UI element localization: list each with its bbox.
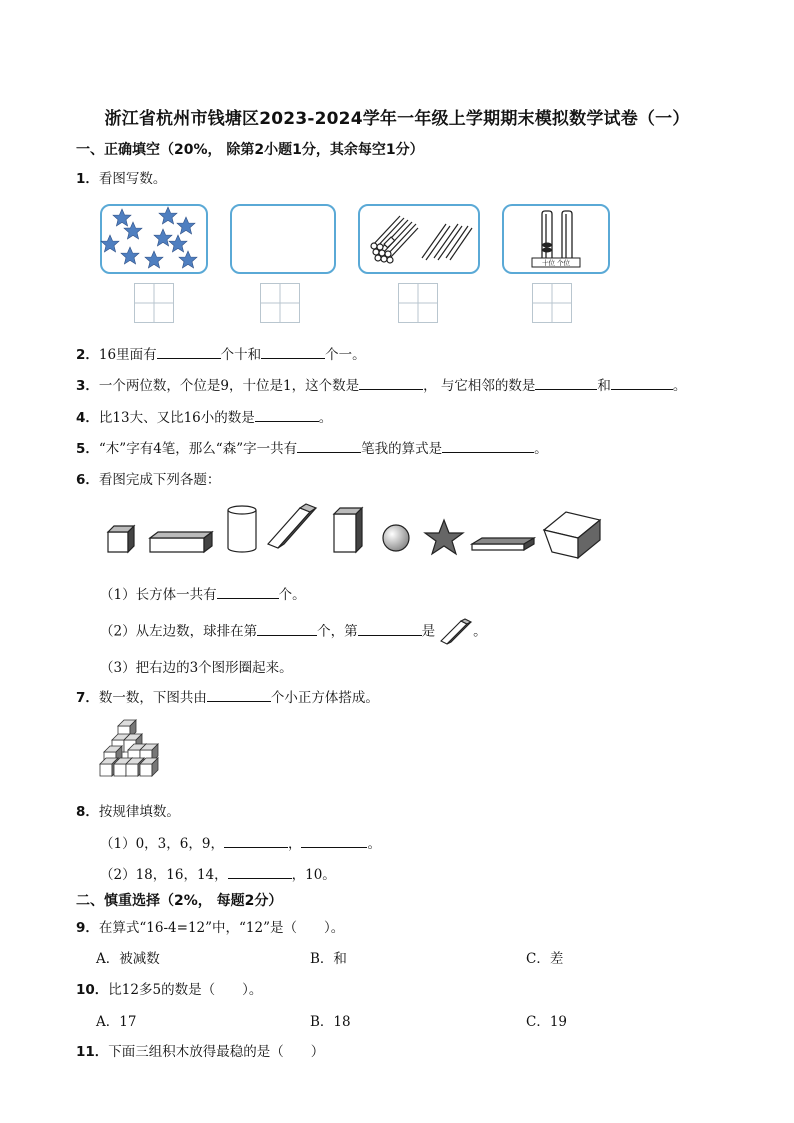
plate-shape [472,538,534,550]
option-c[interactable]: C．19 [526,1014,568,1030]
question-text: 。 [318,410,333,426]
shapes-row [100,500,610,562]
large-cube-shape [544,512,600,558]
answer-blank[interactable] [157,345,221,359]
question-text: 在算式“16-4=12”中，“12”是（ ）。 [98,920,345,936]
question-6-part-2 [100,619,487,645]
star-icon [169,235,187,252]
star-icon [101,235,119,252]
question-text: 个，第 [317,623,358,640]
answer-blank[interactable] [257,622,317,636]
sphere-shape [383,525,409,551]
question-text: 下面三组积木放得最稳的是（ ） [108,1044,325,1060]
question-2 [76,343,366,363]
answer-blank[interactable] [359,376,423,390]
option-c[interactable]: C．差 [526,951,564,967]
question-6-part-3: （3）把右边的3个图形圈起来。 [100,660,293,676]
star-icon [154,229,172,246]
question-number: 10． [76,982,109,998]
question-text: 。 [672,378,687,394]
option-b[interactable]: B．和 [310,951,347,967]
option-a[interactable]: A．17 [96,1014,137,1030]
question-text: 是 [421,623,436,640]
question-text: 个。 [278,587,306,603]
question-text: ，10。 [291,867,336,883]
sticks-image [360,206,478,272]
answer-blank[interactable] [297,439,361,453]
question-8-part-1 [100,832,381,852]
question-text: 看图完成下列各题： [98,472,221,488]
question-3 [76,374,686,394]
question-text: 和 [597,378,611,394]
question-text: （2）18，16，14， [100,867,228,883]
question-text: 个小正方体搭成。 [270,690,379,706]
answer-blank[interactable] [228,865,292,879]
question-text: 比12多5的数是（ ）。 [108,982,263,998]
option-b[interactable]: B．18 [310,1014,351,1030]
question-1 [76,167,166,187]
question-text: 一个两位数，个位是9，十位是1，这个数是 [98,378,360,394]
abacus-image [504,206,608,272]
answer-blank[interactable] [611,376,673,390]
star-icon [121,247,139,264]
question-text: （1）长方体一共有 [100,587,217,603]
answer-blank[interactable] [358,622,422,636]
question-text: 个十和 [220,347,262,363]
question-9 [76,916,344,936]
question-4 [76,406,332,426]
answer-blank[interactable] [224,834,288,848]
question-5 [76,437,548,457]
question-text: 个一。 [325,347,366,363]
tilted-box-shape [268,504,316,548]
cube-stack-image [100,718,164,778]
question-11 [76,1040,324,1060]
question-number: 8． [76,804,99,820]
cube-shape [108,526,134,552]
question-text: 16里面有 [98,347,157,363]
answer-blank[interactable] [261,345,325,359]
question-number: 1． [76,171,99,187]
question-8-part-2 [100,863,336,883]
page-title: 浙江省杭州市钱塘区2023-2024学年一年级上学期期末模拟数学试卷（一） [104,109,690,129]
section-2-heading: 二、慎重选择（2%， 每题2分） [76,893,283,909]
question-number: 5． [76,441,99,457]
question-text: 。 [367,836,381,852]
star-icon [159,207,177,224]
question-number: 7． [76,690,99,706]
empty-picture [230,204,336,274]
answer-blank[interactable] [535,376,597,390]
answer-grid[interactable] [532,283,572,323]
section-1-heading: 一、正确填空（20%， 除第2小题1分，其余每空1分） [76,142,424,158]
question-text: ， [287,836,302,852]
answer-blank[interactable] [207,688,271,702]
question-text: 。 [473,623,487,640]
question-text: 按规律填数。 [98,804,180,820]
sticks-picture [358,204,480,274]
question-text: （1）0，3，6，9， [100,836,224,852]
question-text: （2）从左边数，球排在第 [100,623,258,640]
star-shape [425,520,463,554]
question-number: 6． [76,472,99,488]
answer-blank[interactable] [301,834,367,848]
question-6 [76,468,220,488]
star-icon [177,217,195,234]
question-text: 数一数，下图共由 [98,690,207,706]
question-7 [76,686,379,706]
abacus-picture [502,204,610,274]
option-a[interactable]: A．被减数 [96,951,160,967]
question-text: 。 [534,441,548,457]
question-text: ， 与它相邻的数是 [423,378,536,394]
question-number: 3． [76,378,99,394]
answer-blank[interactable] [255,408,319,422]
star-icon [145,251,163,268]
cylinder-shape [228,506,256,552]
flat-box-shape [150,532,212,552]
question-text: 比13大、又比16小的数是 [98,410,255,426]
tall-box-shape [334,508,362,552]
question-10 [76,978,262,998]
question-number: 11． [76,1044,109,1060]
answer-blank[interactable] [442,439,534,453]
answer-grid[interactable] [398,283,438,323]
question-number: 9． [76,920,99,936]
stars-image [102,206,206,272]
question-number: 4． [76,410,99,426]
tilted-box-icon [437,619,471,645]
stars-picture [100,204,208,274]
question-text: 看图写数。 [98,171,167,187]
abacus-label: 十位 个位 [541,259,571,267]
question-text: 笔我的算式是 [361,441,443,457]
question-6-part-1 [100,583,306,603]
question-8 [76,800,180,820]
answer-grid[interactable] [260,283,300,323]
answer-blank[interactable] [217,585,279,599]
question-number: 2． [76,347,99,363]
star-icon [179,251,197,268]
star-icon [113,209,131,226]
answer-grid[interactable] [134,283,174,323]
question-text: “木”字有4笔，那么“森”字一共有 [98,441,298,457]
